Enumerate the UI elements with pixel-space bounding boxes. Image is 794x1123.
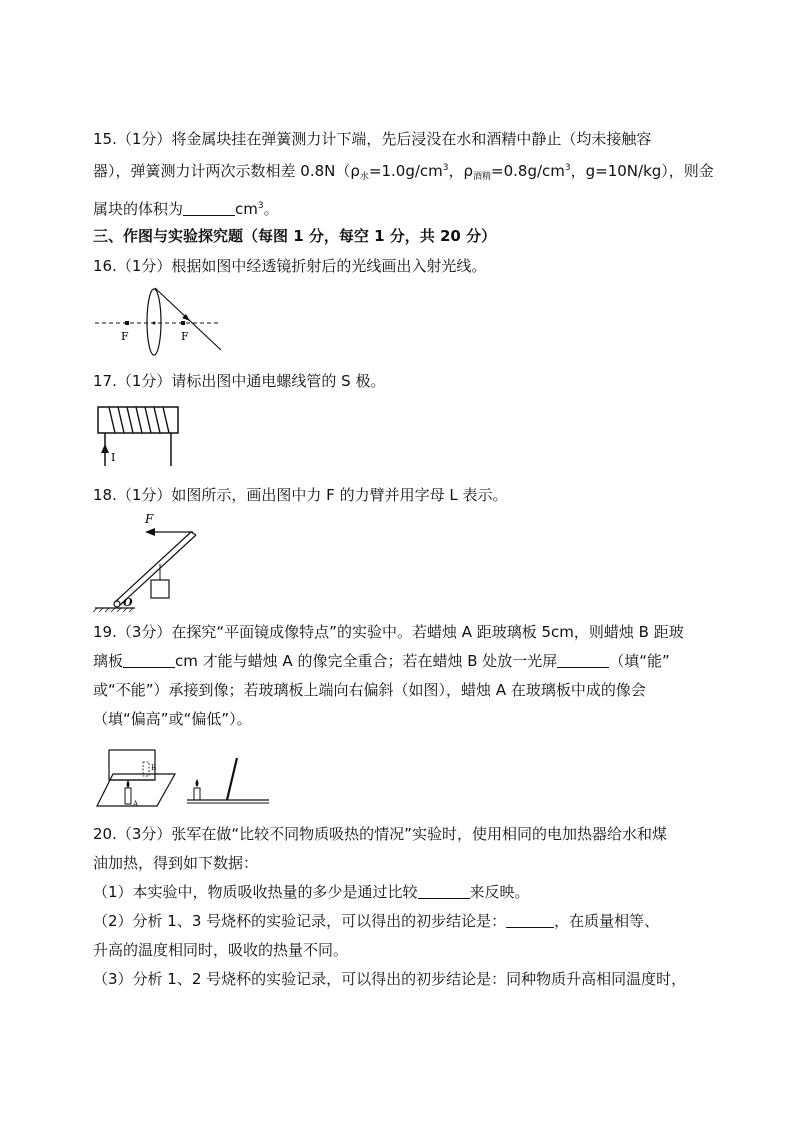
pivot-icon [114,601,120,607]
question-20: 20.（3分）张军在做“比较不同物质吸热的情况”实验时，使用相同的电加热器给水和煤 油加热，得到如下数据： （1）本实验中，物质吸收热量的多少是通过比较 来反映。 （2）分析 1、3 号烧杯的实验记录，可以得出的初步结论是： ，在质量相等、 升高的温度相同时，吸收的热量不同。 （3）分析 1、2 号烧杯的实验记录，可以得出的初步结论是：同种物质升高相同温度时， [93,825,687,988]
cube-superscript: 3 [442,163,449,173]
candle-flame-icon [127,780,130,788]
lever-figure [95,510,205,610]
rho-alcohol-subscript: 酒精 [473,172,492,182]
answer-blank[interactable] [123,651,175,668]
solenoid-coil [109,407,169,433]
question-19: 19.（3分）在探究“平面镜成像特点”的实验中。若蜡烛 A 距玻璃板 5cm，则蜡烛 B 距玻 璃板 cm 才能与蜡烛 A 的像完全重合；若在蜡烛 B 处放一光屏 （填“能” 或“不能”）承接到像；若玻璃板上端向右偏斜（如图），蜡烛 A 在玻璃板中成的像会 （填“偏高”或“偏低”）。 [93,623,684,728]
q15-line-3: 属块的体积为 $cm^3$。 [93,200,279,218]
cube-superscript: 3 [564,163,571,173]
answer-blank[interactable] [506,911,554,928]
focal-point-right [181,321,185,325]
lever-arm-top [115,532,191,602]
answer-blank[interactable] [418,882,470,899]
convex-lens-figure [95,288,235,360]
q15-line-2: 器），弹簧测力计两次示数相差 $0.8N(\rho_水=1.0g/cm^3$，$\rho_{酒精}=0.8g/cm^3$，g=10N/kg），则金 [93,162,714,182]
rho-water-subscript: 水 [359,172,369,182]
force-arrow-icon [145,528,155,536]
focal-label-right: F [181,330,189,343]
lever-arm-bottom [120,535,196,605]
candle-a-label: A [133,800,139,808]
plane-mirror-figure [97,748,272,810]
focal-point-left [125,321,129,325]
focal-label-left: F [121,330,129,343]
question-15 [93,125,714,224]
side-view-flame-icon [196,779,199,787]
cube-superscript: 3 [257,201,264,211]
question-16: 16.（1分）根据如图中经透镜折射后的光线画出入射光线。 [93,257,487,275]
hanging-weight [151,580,169,598]
candle-b-label: B [151,764,157,772]
solenoid-figure [95,404,185,468]
candle-a [125,788,131,804]
question-18: 18.（1分）如图所示，画出图中力 F 的力臂并用字母 L 表示。 [93,486,508,504]
answer-blank[interactable] [557,651,609,668]
q15-line-1: 15.（1分）将金属块挂在弹簧测力计下端，先后浸没在水和酒精中静止（均未接触容 [93,130,652,148]
answer-blank[interactable] [183,199,235,216]
side-view-candle [194,788,200,800]
question-17: 17.（1分）请标出图中通电螺线管的 S 极。 [93,372,386,390]
force-label: F [145,512,154,526]
tilted-glass-plate [227,758,237,800]
optical-center-dot [153,322,156,325]
current-label: I [111,451,116,464]
current-arrow-icon [101,444,109,453]
glass-plate [109,750,155,780]
section-3-title: 三、作图与实验探究题（每图 1 分，每空 1 分，共 20 分） [93,227,497,245]
pivot-label: O [123,596,133,609]
